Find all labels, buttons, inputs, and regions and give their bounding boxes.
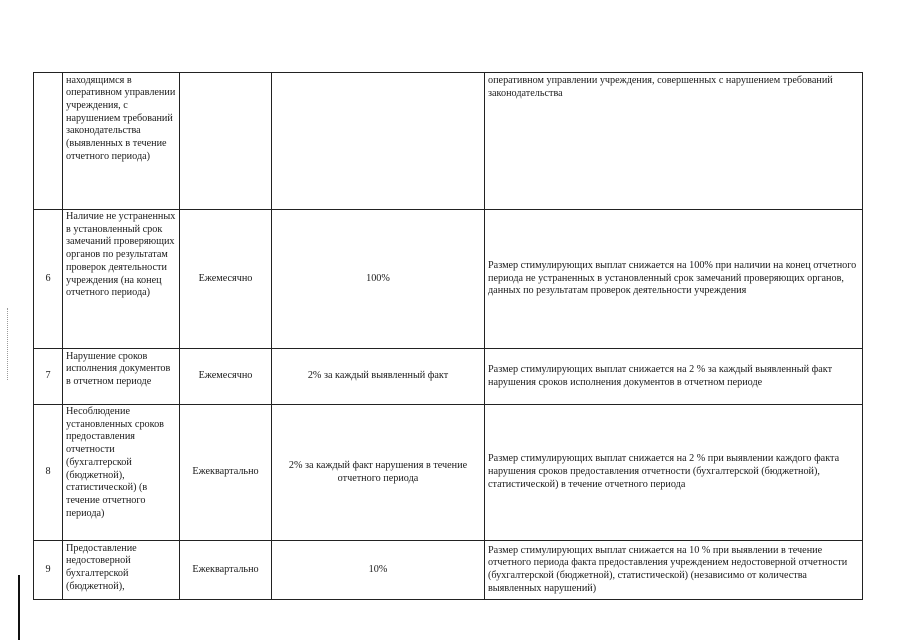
criterion-name-text: Нарушение сроков исполнения документов в отчетном периоде: [66, 350, 171, 387]
table-row: [34, 541, 863, 600]
periodicity-cell: Ежеквартально: [180, 405, 272, 541]
reduction-size-cell: 10%: [272, 541, 485, 600]
description-cell: Размер стимулирующих выплат снижается на 2 % за каждый выявленный факт нарушения сроков исполнения документов в отчетном периоде: [485, 349, 863, 405]
criterion-name-cell: [63, 210, 180, 349]
criterion-name-cell: [63, 349, 180, 405]
description-cell: Размер стимулирующих выплат снижается на 10 % при выявлении в течение отчетного периода факта предоставления учреждением недостоверной отчетности (бухгалтерской (бюджетной), статистической) (независимо от количества выявленных нарушений): [485, 541, 863, 600]
scan-edge-line: [18, 575, 20, 640]
table-row: [34, 210, 863, 349]
periodicity-cell: Ежемесячно: [180, 349, 272, 405]
table-row: [34, 405, 863, 541]
description-cell: Размер стимулирующих выплат снижается на 2 % при выявлении каждого факта нарушения сроков предоставления отчетности (бухгалтерской (бюджетной), статистической) в течение отчетного периода: [485, 405, 863, 541]
periodicity-cell: Ежеквартально: [180, 541, 272, 600]
reduction-size-cell: 2% за каждый факт нарушения в течение отчетного периода: [272, 405, 485, 541]
criterion-name-text: Несоблюдение установленных сроков предоставления отчетности (бухгалтерской (бюджетной), статистической) (в течение отчетного периода): [66, 406, 164, 519]
periodicity-cell: Ежемесячно: [180, 210, 272, 349]
criteria-table: [33, 72, 863, 600]
row-number-cell: 6: [34, 210, 63, 349]
table-row: [34, 73, 863, 210]
row-number-cell: [34, 73, 63, 210]
reduction-size-cell: 100%: [272, 210, 485, 349]
periodicity-cell: [180, 73, 272, 210]
criterion-name-cell: [63, 73, 180, 210]
criterion-name-text: находящимся в оперативном управлении учреждения, с нарушением требований законодательства (выявленных в течение отчетного периода): [66, 74, 176, 162]
criterion-name-cell: [63, 541, 180, 600]
description-cell: оперативном управлении учреждения, совершенных с нарушением требований законодательства: [485, 73, 863, 210]
table-row: [34, 349, 863, 405]
row-number-cell: 7: [34, 349, 63, 405]
reduction-size-cell: [272, 73, 485, 210]
criterion-name-cell: [63, 405, 180, 541]
reduction-size-cell: 2% за каждый выявленный факт: [272, 349, 485, 405]
description-cell: Размер стимулирующих выплат снижается на 100% при наличии на конец отчетного периода не устраненных в установленный срок замечаний проверяющих органов, данных по результатам проверок деятельности учреждения: [485, 210, 863, 349]
row-number-cell: 8: [34, 405, 63, 541]
criterion-name-text: Предоставление недостоверной бухгалтерской (бюджетной),: [66, 542, 137, 592]
criterion-name-text: Наличие не устраненных в установленный срок замечаний проверяющих органов по результатам проверок деятельности учреждения (на конец отчетного периода): [66, 211, 176, 299]
row-number-cell: 9: [34, 541, 63, 600]
scan-margin-mark: [7, 308, 8, 380]
